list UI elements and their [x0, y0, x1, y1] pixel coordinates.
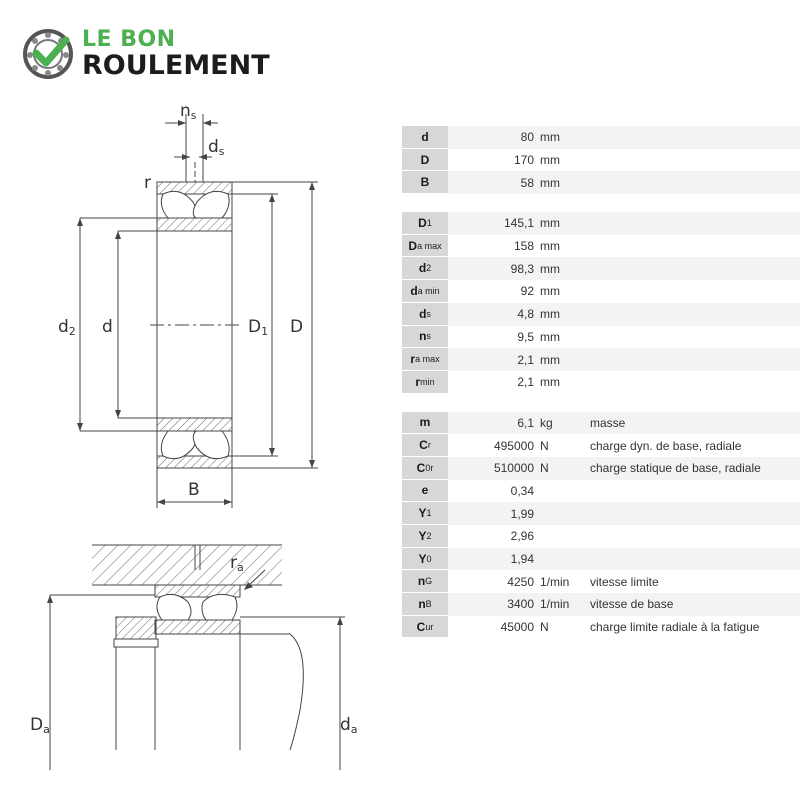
spec-description: vitesse limite: [590, 574, 659, 589]
spec-symbol-sub: s: [426, 308, 431, 319]
spec-row: [402, 593, 800, 616]
spec-symbol: [402, 412, 448, 435]
spec-value: 4250: [507, 574, 534, 589]
label-ns: ns: [180, 101, 197, 122]
spec-symbol-main: Y: [418, 528, 427, 543]
spec-symbol: [402, 257, 448, 280]
spec-row: [402, 149, 800, 172]
spec-value: 9,5: [517, 329, 534, 344]
spec-value: 45000: [500, 620, 534, 635]
bearing-check-icon: [22, 26, 78, 82]
spec-symbol: [402, 303, 448, 326]
spec-group-gap: [402, 394, 800, 412]
spec-symbol: [402, 126, 448, 149]
label-D: D: [290, 317, 304, 337]
spec-row: [402, 412, 800, 435]
spec-row: [402, 616, 800, 639]
spec-symbol: [402, 371, 448, 394]
spec-symbol-main: B: [420, 175, 430, 190]
spec-value: 1,94: [510, 552, 534, 567]
spec-unit: 1/min: [540, 597, 570, 612]
spec-description: vitesse de base: [590, 597, 674, 612]
spec-value: 495000: [493, 438, 534, 453]
spec-value: 80: [520, 130, 534, 145]
label-d: d: [102, 317, 113, 337]
bearing-drawing: [0, 90, 400, 800]
spec-symbol-main: d: [421, 129, 429, 144]
spec-symbol-sub: s: [426, 331, 431, 342]
spec-symbol-main: Y: [418, 551, 427, 566]
spec-symbol-main: r: [415, 374, 421, 389]
spec-symbol: [402, 480, 448, 503]
spec-value: 98,3: [510, 261, 534, 276]
spec-symbol: [402, 280, 448, 303]
spec-symbol-main: n: [419, 329, 427, 344]
spec-row: [402, 570, 800, 593]
spec-unit: N: [540, 620, 549, 635]
spec-value: 510000: [493, 461, 534, 476]
spec-value: 158: [513, 239, 534, 254]
spec-value: 2,1: [517, 352, 534, 367]
spec-symbol: [402, 149, 448, 172]
spec-row: [402, 303, 800, 326]
spec-unit: N: [540, 438, 549, 453]
spec-row: [402, 502, 800, 525]
spec-group-gap: [402, 194, 800, 212]
spec-value: 3400: [507, 597, 534, 612]
spec-unit: kg: [540, 415, 553, 430]
spec-symbol-main: n: [418, 596, 426, 611]
spec-description: charge limite radiale à la fatigue: [590, 620, 760, 635]
label-da: da: [340, 715, 358, 736]
label-r: r: [144, 173, 151, 193]
brand-line1: LE BON: [82, 27, 176, 52]
spec-symbol-main: C: [416, 619, 426, 634]
spec-unit: mm: [540, 153, 560, 168]
spec-symbol: [402, 525, 448, 548]
spec-row: [402, 480, 800, 503]
spec-symbol-sub: 1: [426, 508, 432, 519]
label-ra: ra: [230, 553, 244, 574]
spec-symbol-sub: ur: [425, 621, 434, 632]
spec-description: masse: [590, 415, 626, 430]
spec-symbol-main: D: [408, 238, 418, 253]
spec-symbol: [402, 235, 448, 258]
spec-value: 1,99: [510, 506, 534, 521]
spec-symbol-main: r: [410, 352, 416, 367]
spec-value: 58: [520, 175, 534, 190]
spec-unit: mm: [540, 216, 560, 231]
spec-symbol-main: d: [410, 283, 418, 298]
spec-row: [402, 126, 800, 149]
spec-symbol-main: Y: [418, 506, 427, 521]
spec-symbol-sub: min: [420, 376, 435, 387]
spec-row: [402, 434, 800, 457]
spec-symbol-main: e: [421, 483, 429, 498]
spec-unit: mm: [540, 239, 560, 254]
spec-symbol-sub: 1: [426, 217, 432, 228]
spec-row: [402, 348, 800, 371]
spec-symbol-main: n: [417, 574, 426, 589]
spec-value: 2,96: [510, 529, 534, 544]
spec-symbol-sub: r: [427, 440, 431, 451]
label-ds: ds: [208, 137, 225, 158]
spec-row: [402, 235, 800, 258]
spec-symbol-main: m: [419, 415, 431, 430]
spec-symbol: [402, 171, 448, 194]
spec-unit: mm: [540, 307, 560, 322]
spec-symbol: [402, 502, 448, 525]
spec-symbol: [402, 548, 448, 571]
spec-symbol-main: d: [419, 306, 427, 321]
brand-logo[interactable]: [22, 26, 302, 82]
spec-symbol-sub: G: [425, 576, 433, 587]
spec-row: [402, 280, 800, 303]
spec-unit: mm: [540, 261, 560, 276]
spec-symbol-main: C: [419, 438, 428, 453]
spec-symbol-sub: 0r: [425, 462, 434, 473]
spec-unit: 1/min: [540, 574, 570, 589]
spec-symbol-sub: a max: [417, 240, 442, 251]
spec-symbol: [402, 616, 448, 639]
spec-symbol-sub: B: [425, 598, 432, 609]
label-Da: Da: [30, 715, 50, 736]
spec-value: 6,1: [517, 415, 534, 430]
spec-row: [402, 257, 800, 280]
spec-row: [402, 525, 800, 548]
spec-description: charge statique de base, radiale: [590, 461, 761, 476]
label-d2: d2: [58, 317, 76, 338]
spec-symbol-sub: 2: [426, 263, 432, 274]
spec-symbol: [402, 212, 448, 235]
spec-unit: mm: [540, 130, 560, 145]
label-B: B: [188, 480, 200, 500]
spec-value: 0,34: [510, 483, 534, 498]
spec-unit: mm: [540, 284, 560, 299]
spec-value: 92: [520, 284, 534, 299]
spec-symbol-main: D: [418, 215, 427, 230]
spec-symbol: [402, 570, 448, 593]
spec-symbol-main: d: [418, 261, 427, 276]
spec-unit: N: [540, 461, 549, 476]
spec-symbol-sub: 0: [426, 553, 432, 564]
spec-unit: mm: [540, 352, 560, 367]
spec-symbol: [402, 326, 448, 349]
spec-value: 170: [513, 153, 534, 168]
spec-symbol-sub: 2: [426, 530, 432, 541]
spec-row: [402, 212, 800, 235]
brand-line2: ROULEMENT: [82, 50, 270, 81]
spec-symbol-sub: a min: [417, 285, 440, 296]
spec-description: charge dyn. de base, radiale: [590, 438, 742, 453]
spec-value: 2,1: [517, 375, 534, 390]
spec-symbol: [402, 593, 448, 616]
spec-row: [402, 171, 800, 194]
spec-table: [402, 126, 800, 638]
spec-unit: mm: [540, 175, 560, 190]
spec-unit: mm: [540, 329, 560, 344]
spec-unit: mm: [540, 375, 560, 390]
spec-row: [402, 457, 800, 480]
spec-symbol-main: D: [420, 152, 430, 167]
spec-value: 145,1: [503, 216, 534, 231]
spec-symbol: [402, 434, 448, 457]
spec-symbol-sub: a max: [415, 354, 440, 365]
label-D1: D1: [248, 317, 269, 338]
spec-row: [402, 548, 800, 571]
spec-symbol-main: C: [416, 460, 426, 475]
spec-symbol: [402, 348, 448, 371]
spec-row: [402, 371, 800, 394]
spec-value: 4,8: [517, 307, 534, 322]
spec-row: [402, 326, 800, 349]
spec-symbol: [402, 457, 448, 480]
